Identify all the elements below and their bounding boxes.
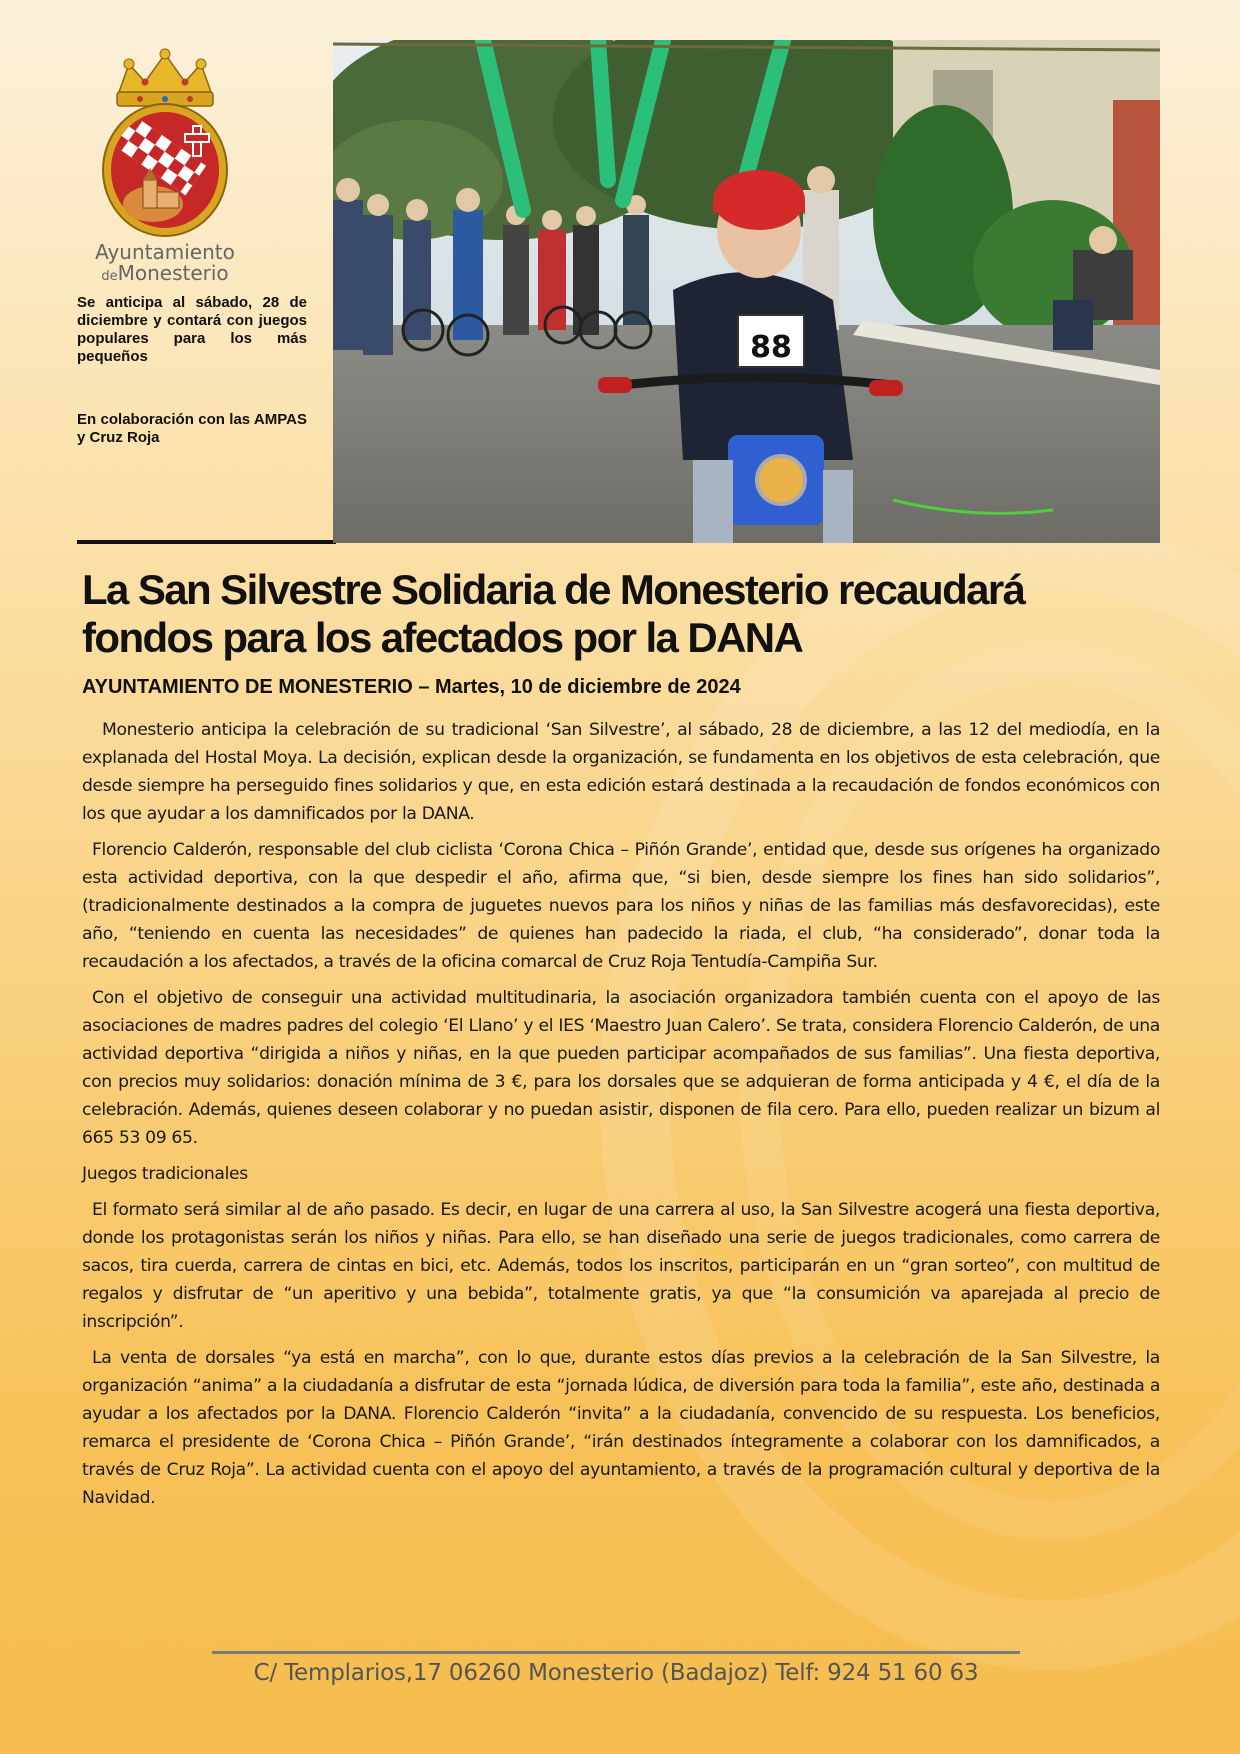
article-paragraph: Monesterio anticipa la celebración de su tradicional ‘San Silvestre’, al sábado, 28 de diciembre, a las 12 del mediodía, en la explanada del Hostal Moya. La decisión, explican desde la organización, se fundamenta en los objetivos de esta celebración, que desde siempre ha perseguido fines solidarios y que, en esta edición estará destinada a la recaudación de fondos económicos con los que ayudar a los damnificados por la DANA. [82,720,1160,824]
logo-line1: Ayuntamiento [95,240,235,264]
logo-wordmark [90,242,240,284]
article-paragraph: El formato será similar al de año pasado. Es decir, en lugar de una carrera al uso, la San Silvestre acogerá una fiesta deportiva, donde los protagonistas serán los niños y niñas. Para ello, se han diseñado una serie de juegos tradicionales, como carrera de sacos, tira cuerda, carrera de cintas en bici, etc. Además, todos los inscritos, participarán en un “gran sorteo”, con multitud de regalos y disfrutar de “un aperitivo y una bebida”, totalmente gratis, ya que “la consumición va aparejada al precio de inscripción”. [82,1200,1160,1332]
sidebar-blurb-collaboration: En colaboración con las AMPAS y Cruz Roja [77,411,307,446]
article-paragraph: Con el objetivo de conseguir una actividad multitudinaria, la asociación organizadora también cuenta con el apoyo de las asociaciones de madres padres del colegio ‘El Llano’ y el IES ‘Maestro Juan Calero’. Se trata, considera Florencio Calderón, de una actividad deportiva “dirigida a niños y niñas, en la que pueden participar acompañados de sus familias”. Una fiesta deportiva, con precios muy solidarios: donación mínima de 3 €, para los dorsales que se adquieran de forma anticipada y 4 €, el día de la celebración. Además, quienes deseen colaborar y no puedan asistir, disponen de fila cero. Para ello, pueden realizar un bizum al 665 53 09 65. [82,988,1160,1148]
article-headline: La San Silvestre Solidaria de Monesterio recaudará fondos para los afectados por la DANA [82,566,1025,661]
footer-rule [212,1651,1020,1654]
article-subheading: Juegos tradicionales [82,1164,248,1184]
sidebar-rule [77,540,336,544]
logo-line2-prefix: de [101,269,118,284]
sidebar-blurb-date: Se anticipa al sábado, 28 de diciembre y contará con juegos populares para los más pequeños [77,294,307,365]
article-body [82,716,1160,1520]
coat-of-arms-icon [95,48,235,238]
bib-number: 88 [750,330,792,365]
event-photo [333,40,1160,543]
logo-line2: Monesterio [117,261,229,285]
article-byline: AYUNTAMIENTO DE MONESTERIO – Martes, 10 de diciembre de 2024 [82,676,741,698]
municipal-logo [90,48,240,284]
article-paragraph: Florencio Calderón, responsable del club ciclista ‘Corona Chica – Piñón Grande’, entidad que, desde sus orígenes ha organizado esta actividad deportiva, con la que despedir el año, afirma que, “si bien, desde siempre los fines han sido solidarios”, (tradicionalmente destinados a la compra de juguetes nuevos para los niños y niñas de las familias más desfavorecidas), este año, “teniendo en cuenta las necesidades” de quienes han padecido la riada, el club, “ha considerado”, donar toda la recaudación a los afectados, a través de la oficina comarcal de Cruz Roja Tentudía-Campiña Sur. [82,840,1160,972]
article-paragraph: La venta de dorsales “ya está en marcha”, con lo que, durante estos días previos a la celebración de la San Silvestre, la organización “anima” a la ciudadanía a disfrutar de esta “jornada lúdica, de diversión para toda la familia”, este año, destinada a ayudar a los afectados por la DANA. Florencio Calderón “invita” a la ciudadanía, convencido de su respuesta. Los beneficios, remarca el presidente de ‘Corona Chica – Piñón Grande’, “irán destinados íntegramente a colaborar con los damnificados, a través de Cruz Roja”. La actividad cuenta con el apoyo del ayuntamiento, a través de la programación cultural y deportiva de la Navidad. [82,1348,1160,1508]
footer-address: C/ Templarios,17 06260 Monesterio (Badajoz) Telf: 924 51 60 63 [253,1660,979,1686]
